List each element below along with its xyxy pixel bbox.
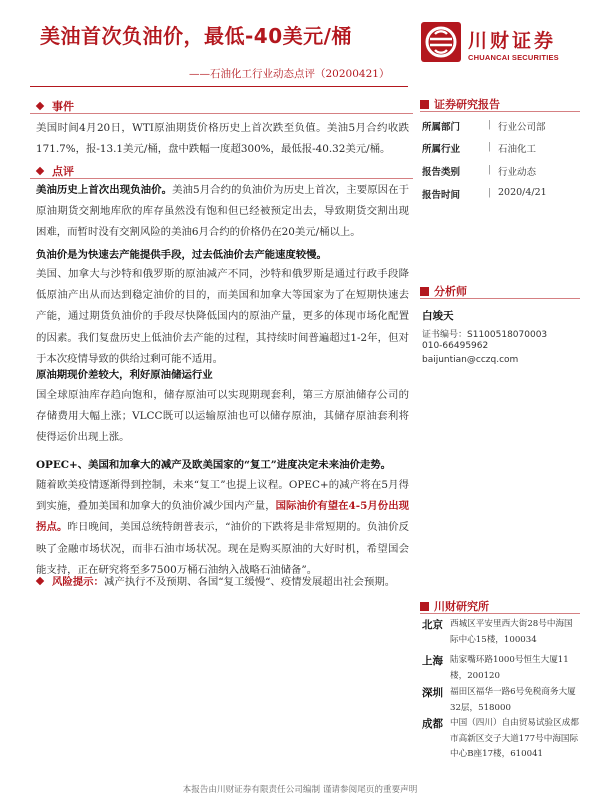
location-address: 中国（四川）自由贸易试验区成都市高新区交子大道177号中海国际中心B座17楼，610041 bbox=[450, 718, 579, 759]
risk-label: 风险提示： bbox=[52, 576, 104, 588]
logo-name-en: CHUANCAI SECURITIES bbox=[468, 53, 559, 62]
heading-2: 负油价是为快速去产能提供手段，过去低油价去产能速度较慢。 bbox=[36, 249, 327, 261]
section-divider bbox=[30, 178, 413, 179]
analyst-email[interactable]: baijuntian@cczq.com bbox=[422, 355, 519, 365]
location-beijing bbox=[422, 617, 580, 648]
meta-key: 报告时间 bbox=[422, 190, 461, 201]
report-info-heading bbox=[420, 96, 500, 112]
location-shenzhen bbox=[422, 685, 580, 716]
paragraph-1-lead: 美油历史上首次出现负油价。 bbox=[36, 184, 173, 196]
logo-name-cn: 川财证券 bbox=[468, 30, 557, 52]
paragraph-2: 美国、加拿大与沙特和俄罗斯的原油减产不同，沙特和俄罗斯是通过行政手段降低原油产出从而达到稳定油价的目的，而美国和加拿大等国家为了在短期快速去产能，通过期货负油价的手段尽快降低国内的原油产量，更多的体现市场化配置的因素。我们复盘历史上低油价去产能的过程，其持续时间普遍超过1-2年，但对于本次疫情导致的供给过剩可能不适用。 bbox=[36, 268, 409, 365]
logo-mark-icon bbox=[421, 22, 461, 62]
paragraph-4 bbox=[36, 475, 409, 581]
meta-row-date bbox=[422, 187, 547, 201]
paragraph-1-text: 美油5月合约的负油价为历史上首次，主要原因在于原油期货交割地库欣的库存虽然没有饱和但已经被预定出去，导致期货交割出现困难，而暂时没有交割风险的美油6月合约的价格仍在20美元/桶以上。 bbox=[36, 184, 410, 239]
analyst-certificate: 证书编号：S1100518070003 bbox=[422, 330, 548, 340]
risk-warning bbox=[36, 573, 395, 588]
meta-row-category bbox=[422, 164, 536, 178]
analyst-name: 白竣天 bbox=[422, 310, 454, 322]
square-bullet-icon bbox=[420, 100, 429, 109]
diamond-bullet-icon bbox=[36, 577, 44, 585]
meta-value: 行业动态 bbox=[498, 167, 537, 178]
section-event-title: 事件 bbox=[52, 100, 74, 113]
meta-row-industry bbox=[422, 141, 536, 155]
location-city: 上海 bbox=[422, 655, 443, 667]
meta-key: 所属行业 bbox=[422, 144, 461, 155]
square-bullet-icon bbox=[420, 602, 429, 611]
meta-key: 所属部门 bbox=[422, 122, 461, 133]
report-title: 美油首次负油价，最低-40美元/桶 bbox=[40, 24, 352, 48]
meta-value: 2020/4/21 bbox=[498, 187, 547, 198]
location-chengdu bbox=[422, 716, 580, 763]
meta-row-department bbox=[422, 119, 546, 133]
section-divider bbox=[30, 113, 413, 114]
location-shanghai bbox=[422, 653, 580, 684]
meta-key: 报告类别 bbox=[422, 167, 461, 178]
section-comment-title: 点评 bbox=[52, 165, 74, 178]
section-event-heading bbox=[36, 98, 74, 114]
analyst-heading bbox=[420, 283, 467, 299]
section-comment-heading bbox=[36, 163, 74, 179]
paragraph-4-text-a: 随着欧美疫情逐渐得到控制，未来“复工”也提上议程。OPEC+的减产将在5月得到实施，叠加美国和加拿大的负油价减少国内产量， bbox=[36, 479, 409, 513]
location-city: 深圳 bbox=[422, 687, 443, 699]
event-paragraph: 美国时间4月20日，WTI原油期货价格历史上首次跌至负值。美油5月合约收跌171.7%，报-13.1美元/桶，盘中跌幅一度超300%，最低报-40.32美元/桶。 bbox=[36, 122, 409, 156]
location-city: 北京 bbox=[422, 619, 443, 631]
meta-separator: | bbox=[488, 164, 492, 175]
location-address: 陆家嘴环路1000号恒生大厦11楼，200120 bbox=[450, 655, 569, 681]
sidebar-divider bbox=[420, 613, 580, 614]
meta-separator: | bbox=[488, 119, 492, 130]
page-footer: 本报告由川财证券有限责任公司编制 谨请参阅尾页的重要声明 bbox=[182, 785, 418, 795]
analyst-phone: 010-66495962 bbox=[422, 341, 489, 351]
heading-3: 原油期现价差较大，利好原油储运行业 bbox=[36, 369, 213, 381]
meta-value: 石油化工 bbox=[498, 144, 537, 155]
paragraph-3: 国全球原油库存趋向饱和，储存原油可以实现期现套利，第三方原油储存公司的存储费用大幅上涨；VLCC既可以运输原油也可以储存原油，其储存原油套利将使得运价出现上涨。 bbox=[36, 389, 409, 444]
location-address: 西城区平安里西大街28号中海国际中心15楼，100034 bbox=[450, 619, 573, 645]
report-info-title: 证券研究报告 bbox=[434, 98, 500, 111]
paragraph-4-text-b: 昨日晚间，美国总统特朗普表示，“油价的下跌将是非常短期的。负油价反映了金融市场状况，而非石油市场状况。现在是购买原油的大好时机，希望国会能支持，正在研究将至多7500万桶石油纳入战略石油储备”。 bbox=[36, 521, 410, 576]
diamond-bullet-icon bbox=[36, 102, 44, 110]
meta-value: 行业公司部 bbox=[498, 122, 546, 133]
sidebar-divider bbox=[420, 298, 580, 299]
institute-heading bbox=[420, 598, 489, 614]
heading-4: OPEC+、美国和加拿大的减产及欧美国家的“复工”进度决定未来油价走势。 bbox=[36, 459, 392, 471]
diamond-bullet-icon bbox=[36, 167, 44, 175]
meta-separator: | bbox=[488, 141, 492, 152]
square-bullet-icon bbox=[420, 287, 429, 296]
institute-title: 川财研究所 bbox=[434, 600, 489, 613]
meta-separator: | bbox=[488, 187, 492, 198]
company-logo bbox=[421, 22, 571, 72]
sidebar-divider bbox=[420, 111, 580, 112]
location-address: 福田区福华一路6号免税商务大厦32层，518000 bbox=[450, 687, 576, 713]
location-city: 成都 bbox=[422, 718, 443, 730]
title-divider bbox=[30, 86, 408, 87]
paragraph-1 bbox=[36, 180, 409, 244]
report-subtitle: ——石油化工行业动态点评（20200421） bbox=[189, 68, 390, 80]
paragraph-4-highlight: 国际油价有望在4-5月份出现拐点。 bbox=[36, 500, 409, 534]
analyst-title: 分析师 bbox=[434, 285, 467, 298]
risk-text: 减产执行不及预期、各国“复工缓慢“、疫情发展超出社会预期。 bbox=[103, 576, 396, 588]
